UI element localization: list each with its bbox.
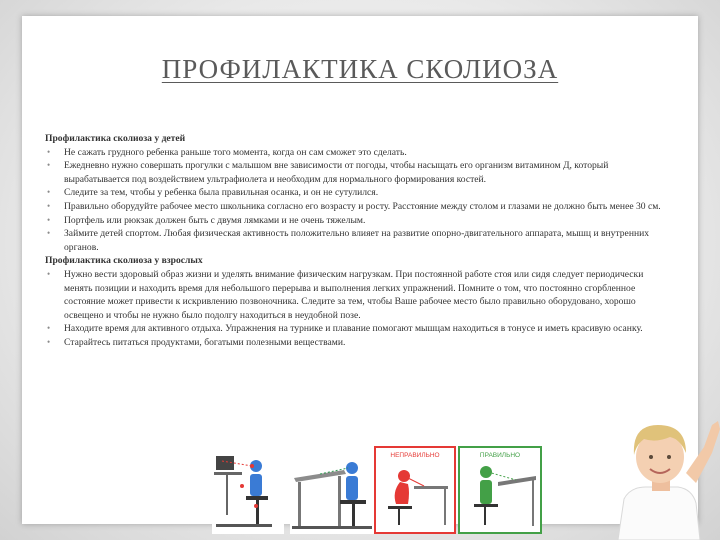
bullet-icon: •: [47, 200, 51, 211]
right-label: ПРАВИЛЬНО: [479, 452, 521, 459]
bullet-icon: •: [47, 214, 51, 225]
list-item: • Займите детей спортом. Любая физическая активность положительно влияет на развитие опорно-двигательного аппарата, мышц и внутренних органов.: [47, 228, 650, 253]
list-item: • Ежедневно нужно совершать прогулки с малышом вне зависимости от погоды, чтобы насыщать его организм витамином Д, который вырабатывается под воздействием ультрафиолета и необходим для нормального формирования костей.: [47, 160, 609, 185]
bullet-icon: •: [47, 228, 51, 239]
list-item: • Правильно оборудуйте рабочее место школьника согласно его возрасту и росту. Расстояние между столом и глазами не должно быть менее 30 см.: [47, 200, 661, 212]
posture-pic-computer: [212, 446, 284, 534]
list-item: • Не сажать грудного ребенка раньше того момента, когда он сам сможет это сделать.: [47, 146, 407, 158]
computer-posture-icon: [212, 446, 284, 534]
wrong-posture-icon: [374, 446, 456, 534]
bullet-icon: •: [47, 160, 51, 171]
list-item: • Нужно вести здоровый образ жизни и уделять внимание физическим нагрузкам. При постоянной работе стоя или сидя следует периодически менять позиции и находить время для небольшого перерыва и выполнения легких упражнений. Помните о том, что постоянно сгорбленное состояние может привести к искривлению позвоночника. Следите за тем, чтобы Ваше рабочее место было правильно оборудовано, хорошо освещено и чтобы не нужно было подолгу находиться в неудобной позе.: [47, 268, 644, 321]
bullet-icon: •: [47, 323, 51, 334]
posture-pic-wrong: [374, 446, 456, 534]
bullet-icon: •: [47, 336, 51, 347]
list-item: • Старайтесь питаться продуктами, богатыми полезными веществами.: [47, 336, 346, 348]
bullet-icon: •: [47, 187, 51, 198]
boy-arm: [686, 421, 720, 483]
boy-eye-left: [649, 455, 653, 459]
bullet-icon: •: [47, 146, 51, 157]
bullet-list-adults: [45, 268, 670, 350]
slide-content: [45, 132, 670, 350]
boy-eye-right: [667, 455, 671, 459]
list-item: • Следите за тем, чтобы у ребенка была правильная осанка, и он не сутулился.: [47, 187, 379, 199]
boy-shirt: [618, 487, 700, 540]
wrong-label: НЕПРАВИЛЬНО: [390, 452, 440, 459]
right-posture-icon: [458, 446, 542, 534]
section-heading-adults: Профилактика сколиоза у взрослых: [45, 255, 203, 267]
section-heading-children: Профилактика сколиоза у детей: [45, 133, 186, 144]
list-item: • Портфель или рюкзак должен быть с двумя лямками и не очень тяжелым.: [47, 214, 366, 226]
bullet-icon: •: [47, 268, 51, 279]
posture-pic-right: [458, 446, 542, 534]
desk-posture-icon: [290, 446, 374, 534]
bullet-list-children: [45, 146, 670, 255]
list-item: • Находите время для активного отдыха. Упражнения на турнике и плавание помогают мышцам находиться в тонусе и иметь красивую осанку.: [47, 323, 643, 335]
posture-pic-desk: [290, 446, 374, 534]
boy-illustration: [600, 395, 720, 540]
slide-title: ПРОФИЛАКТИКА СКОЛИОЗА: [161, 54, 559, 84]
